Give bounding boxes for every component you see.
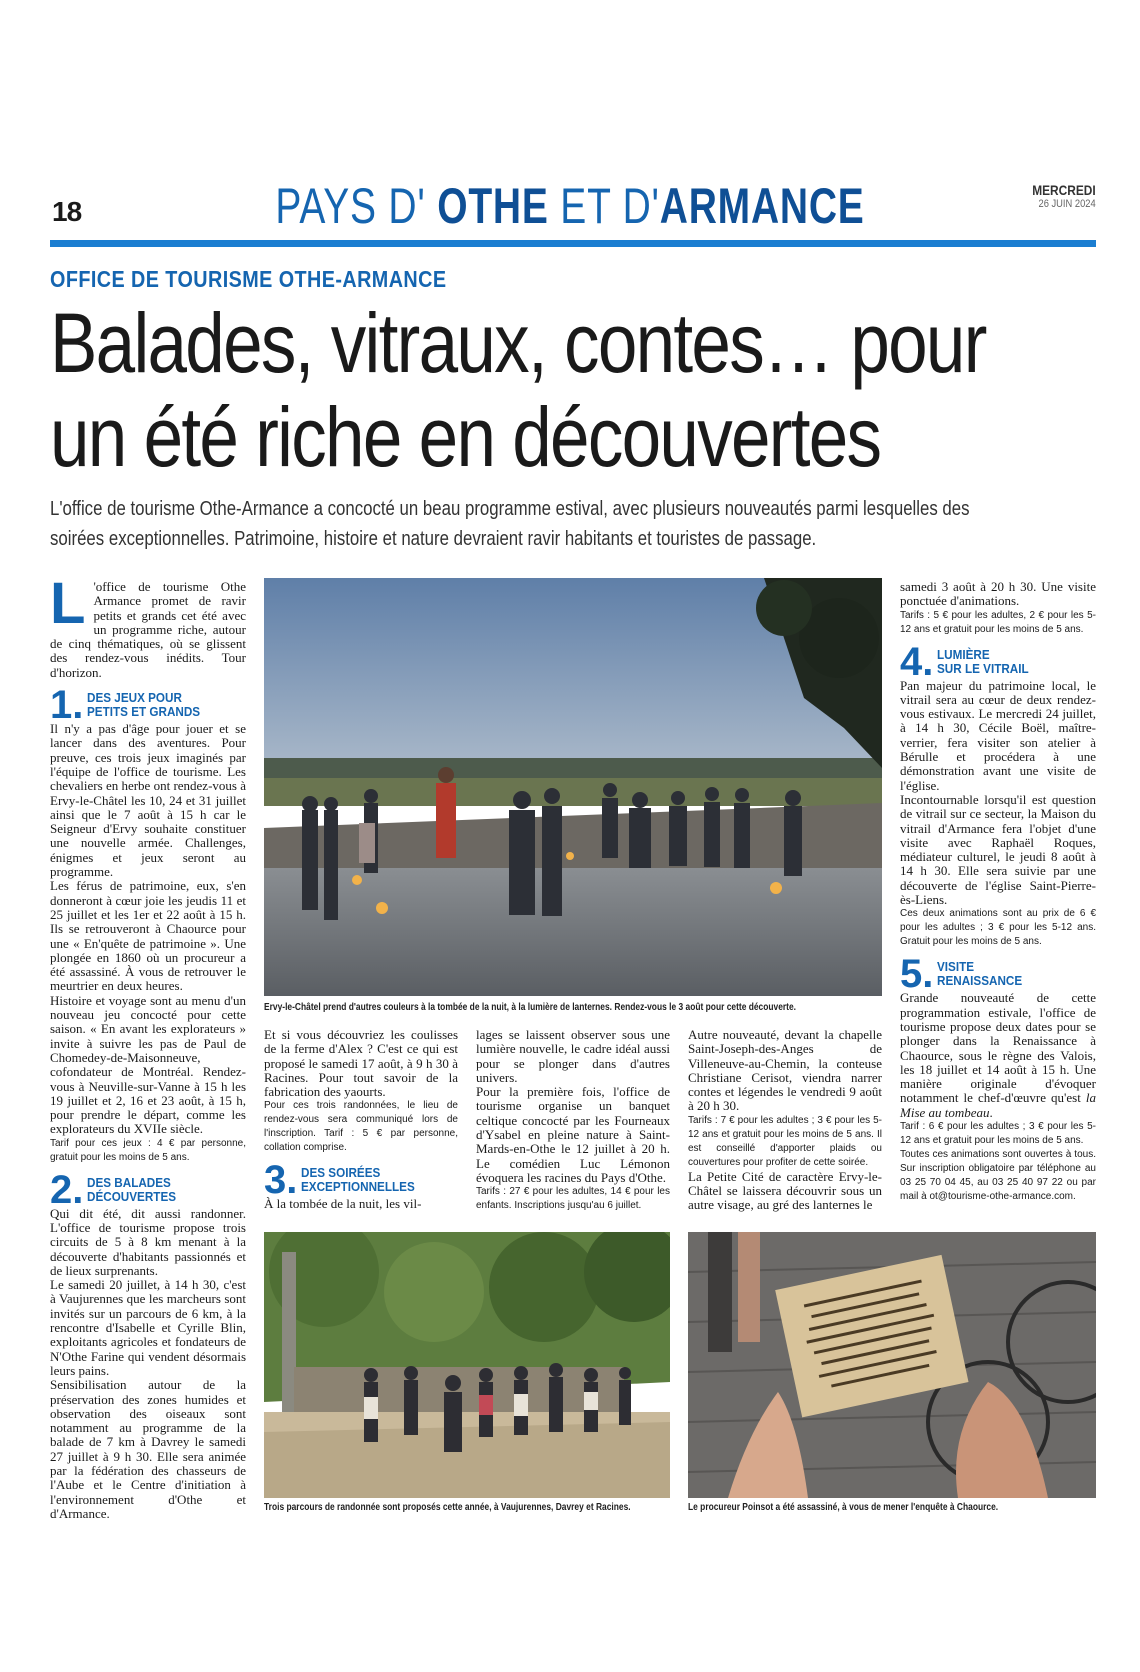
section-2-number: 2. <box>50 1167 84 1212</box>
section-2-heading <box>50 1167 246 1212</box>
article-column-3 <box>476 1028 670 1213</box>
section-3-paragraph: À la tombée de la nuit, les vil- <box>264 1196 422 1212</box>
section-1-paragraph: Les férus de patrimoine, eux, s'en donneront à cœur joie les jeudis 11 et 25 juillet et les 1er et 22 août à 15 h. Ils se retrouveront à Chaource pour une « En'quête de patrimoine ». Une plongée en 1860 où un procureur a été assassiné. À vous de retrouver le meurtrier en deux heures. <box>50 878 246 994</box>
section-5-artwork-title: la Mise au tombeau <box>900 1090 1096 1120</box>
article-kicker: OFFICE DE TOURISME OTHE-ARMANCE <box>50 266 447 292</box>
section-rubric <box>125 176 1014 236</box>
dateline <box>1021 182 1096 210</box>
rubric-part-4: ARMANCE <box>659 178 865 234</box>
section-5-title-line-2: RENAISSANCE <box>937 973 1023 989</box>
section-1-heading <box>50 683 246 728</box>
standfirst-line-1: L'office de tourisme Othe-Armance a concocté un beau programme estival, avec plusieurs nouveautés parmi lesquelles des <box>50 497 970 520</box>
section-5-tarif: Tarif : 6 € pour les adultes ; 3 € pour les 5-12 ans et gratuit pour les moins de 5 ans. <box>900 1121 1096 1147</box>
section-4-paragraph: Pan majeur du patrimoine local, le vitrail sera au cœur de deux rendez-vous estivaux. Le mercredi 24 juillet, à 14 h 30, Cécile Boël, maître-verrier, fera visiter son atelier à Bérulle et procédera à une démonstration avant une visite de l'église. <box>900 677 1096 793</box>
intro-paragraph <box>50 571 246 680</box>
section-1-tarif: Tarif pour ces jeux : 4 € par personne, gratuit pour les moins de 5 ans. <box>50 1137 246 1163</box>
photo-ervy-dusk <box>264 578 882 996</box>
drop-cap: L <box>50 571 86 636</box>
section-4-number: 4. <box>900 639 934 684</box>
intro-text: 'office de tourisme Othe Armance promet de ravir petits et grands cet été avec un programme riche, autour de cinq thématiques, où se glissent des rendez-vous inédits. Tour d'horizon. <box>50 579 246 680</box>
photo-caption-letter: Le procureur Poinsot a été assassiné, à vous de mener l'enquête à Chaource. <box>688 1502 999 1513</box>
headline-line-2: un été riche en découvertes <box>50 390 881 484</box>
rubric-part-2: OTHE <box>437 178 549 234</box>
section-5-text-end: . <box>989 1104 993 1120</box>
column-3-paragraph: lages se laissent observer sous une lumière nouvelle, le cadre idéal aussi pour se plonger dans d'autres univers. <box>476 1027 670 1085</box>
article-column-1 <box>50 571 246 1521</box>
section-4-title-line-1: LUMIÈRE <box>937 646 991 662</box>
photo-caption-main: Ervy-le-Châtel prend d'autres couleurs à la tombée de la nuit, à la lumière de lanternes. Rendez-vous le 3 août pour cette découverte. <box>264 1002 797 1013</box>
column-4-paragraph: La Petite Cité de caractère Ervy-le-Châtel se laissera découvrir sous un autre visage, au gré des lanternes le <box>688 1168 882 1213</box>
article-column-2 <box>264 1028 458 1212</box>
dateline-date: 26 JUIN 2024 <box>1038 198 1096 210</box>
photo-investigation-letter <box>688 1232 1096 1498</box>
headline-line-1: Balades, vitraux, contes… pour <box>50 296 986 390</box>
section-3-heading <box>264 1158 458 1203</box>
section-1-paragraph: Histoire et voyage sont au menu d'un nouveau jeu concocté pour cette saison. « En avant les explorateurs » invite à suivre les pas de Paul de Chomedey-de-Maisonneuve, cofondateur de Montréal. Rendez-vous à Neuville-sur-Vanne à 15 h les 19 juillet et 2, 16 et 23 août, à 15 h, pour prendre le départ, comme les explorateurs du XVIIe siècle. <box>50 992 246 1137</box>
column-4-paragraph: Autre nouveauté, devant la chapelle Saint-Joseph-des-Anges de Villeneuve-au-Chemin, la conteuse Christiane Cerisot, viendra narrer contes et légendes le vendredi 9 août à 20 h 30. <box>688 1027 882 1114</box>
rubric-part-1: PAYS D' <box>275 178 426 234</box>
section-1-title <box>87 688 200 719</box>
column-3-tarif: Tarifs : 27 € pour les adultes, 14 € pour les enfants. Inscriptions jusqu'au 6 juillet. <box>476 1186 670 1212</box>
section-1-title-line-2: PETITS ET GRANDS <box>87 704 201 720</box>
section-2-paragraph: Qui dit été, dit aussi randonner. L'office de tourisme propose trois circuits de 5 à 8 km menant à la découverte d'habitants passionnés et de lieux surprenants. <box>50 1205 246 1278</box>
section-4-heading <box>900 639 1096 684</box>
column-5-paragraph: samedi 3 août à 20 h 30. Une visite ponctuée d'animations. <box>900 579 1096 609</box>
article-headline <box>50 296 1064 484</box>
section-3-title-line-2: EXCEPTIONNELLES <box>301 1179 416 1195</box>
section-3-title <box>301 1163 415 1194</box>
section-2-title-line-1: DES BALADES <box>87 1174 172 1190</box>
article-standfirst <box>50 494 1067 554</box>
page-number: 18 <box>52 196 82 227</box>
rubric-part-3: ET D' <box>560 178 660 234</box>
dateline-day: MERCREDI <box>1032 182 1096 198</box>
column-2-paragraph: Et si vous découvriez les coulisses de la ferme d'Alex ? C'est ce qui est proposé le samedi 17 août, à 9 h 30 à Racines. Pour tout savoir de la fabrication des yaourts. <box>264 1027 458 1100</box>
section-2-title <box>87 1173 176 1204</box>
column-4-tarif: Tarifs : 7 € pour les adultes ; 3 € pour les 5-12 ans et gratuit pour les moins de 5 ans. Il est conseillé d'apporter plaids ou couvertures pour profiter de cette soirée. <box>688 1114 882 1168</box>
section-4-tarif: Ces deux animations sont au prix de 6 € pour les adultes ; 3 € pour les 5-12 ans. Gratuit pour les moins de 5 ans. <box>900 908 1096 948</box>
article-column-5 <box>900 580 1096 1204</box>
section-5-heading <box>900 952 1096 997</box>
section-2-paragraph: Le samedi 20 juillet, à 14 h 30, c'est à Vaujurennes que les marcheurs sont invités sur un parcours de 6 km, à la rencontre d'Isabelle et Cyrille Blin, exploitants agricoles et fondateurs de N'Othe Farine qui vendent désormais leurs pains. <box>50 1277 246 1378</box>
section-1-paragraph: Il n'y a pas d'âge pour jouer et se lancer dans des aventures. Pour preuve, ces trois jeux imaginés par l'équipe de l'office de tourisme. Les chevaliers en herbe ont rendez-vous à Ervy-le-Châtel les 10, 24 et 31 juillet ainsi que le 7 août à 15 h car le Seigneur d'Ervy souhaite constituer une nouvelle armée. Challenges, énigmes et jeux seront au programme. <box>50 721 246 880</box>
section-2-title-line-2: DÉCOUVERTES <box>87 1188 177 1204</box>
section-4-title <box>937 645 1029 676</box>
header-rule <box>50 240 1096 247</box>
section-5-number: 5. <box>900 952 934 997</box>
section-2-paragraph: Sensibilisation autour de la préservation des zones humides et observation des oiseaux sont notamment au programme de la balade de 7 km à Davrey le samedi 27 juillet à 9 h 30. Elle sera animée par la fédération des chasseurs de l'Aube et le Centre d'initiation à l'environnement d'Othe et d'Armance. <box>50 1377 246 1521</box>
section-5-title <box>937 957 1022 988</box>
column-2-tarif: Pour ces trois randonnées, le lieu de rendez-vous sera communiqué lors de l'inscription. Tarif : 5 € par personne, collation comprise. <box>264 1100 458 1154</box>
section-5-text: Grande nouveauté de cette programmation estivale, l'office de tourisme propose deux dates pour se plonger dans la Renaissance à Chaource, sous le règne des Valois, les 18 juillet et 14 août à 15 h. Une manière originale d'évoquer notamment le chef-d'œuvre qu'est <box>900 990 1096 1106</box>
section-3-title-line-1: DES SOIRÉES <box>301 1165 381 1181</box>
section-1-title-line-1: DES JEUX POUR <box>87 690 183 706</box>
section-4-paragraph: Incontournable lorsqu'il est question de vitrail sur ce secteur, la Maison du vitrail d'Armance fera l'objet d'une visite avec Raphaël Roques, médiateur culturel, le jeudi 8 août à 14 h 30. Elle sera suivie par une découverte de l'église Saint-Pierre-ès-Liens. <box>900 791 1096 908</box>
section-3-number: 3. <box>264 1158 298 1203</box>
section-5-paragraph <box>900 991 1096 1120</box>
section-5-contact: Toutes ces animations sont ouvertes à tous. Sur inscription obligatoire par téléphone au 03 25 70 04 45, au 03 25 40 97 22 ou par mail à ot@tourisme-othe-armance.com. <box>900 1149 1096 1203</box>
column-5-tarif: Tarifs : 5 € pour les adultes, 2 € pour les 5-12 ans et gratuit pour les moins de 5 ans. <box>900 609 1096 635</box>
column-3-paragraph: Pour la première fois, l'office de tourisme organise un banquet celtique concocté par les Fourneaux d'Ysabel en pleine nature à Saint-Mards-en-Othe le 12 juillet à 20 h. Le comédien Luc Lémonon évoquera les racines du Pays d'Othe. <box>476 1084 670 1185</box>
photo-hikers <box>264 1232 670 1498</box>
section-5-title-line-1: VISITE <box>937 959 975 975</box>
section-1-number: 1. <box>50 683 84 728</box>
section-4-title-line-2: SUR LE VITRAIL <box>937 660 1030 676</box>
article-column-4 <box>688 1028 882 1213</box>
photo-caption-hikers: Trois parcours de randonnée sont proposés cette année, à Vaujurennes, Davrey et Racines. <box>264 1502 631 1513</box>
standfirst-line-2: soirées exceptionnelles. Patrimoine, histoire et nature devraient ravir habitants et touristes de passage. <box>50 527 817 550</box>
